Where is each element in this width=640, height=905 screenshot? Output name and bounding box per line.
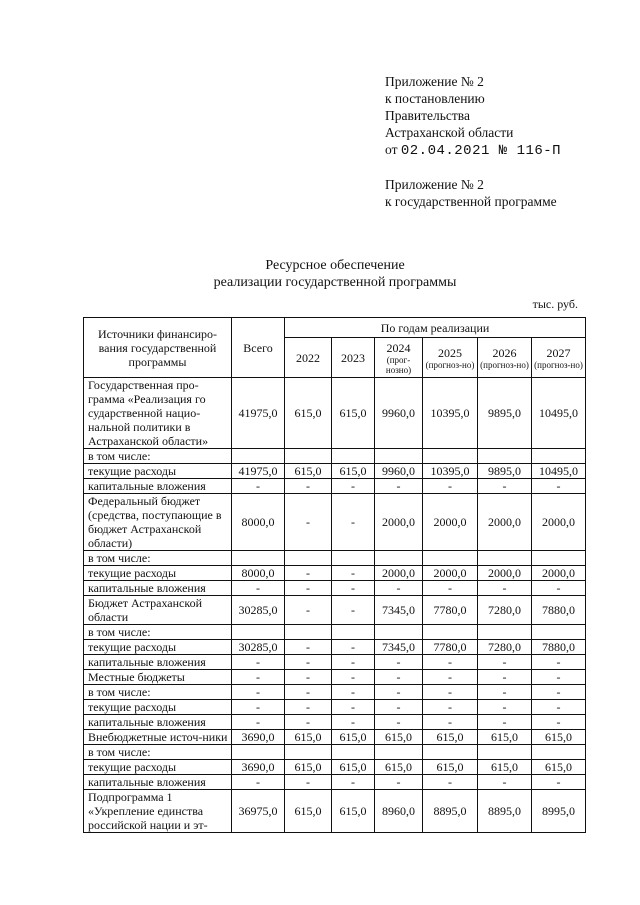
row-label: капитальные вложения	[84, 479, 232, 494]
row-year-cell: 615,0	[285, 760, 332, 775]
row-year-cell: 2000,0	[375, 494, 423, 551]
header-year-2	[375, 338, 423, 378]
row-year-cell	[478, 625, 532, 640]
row-total-cell	[232, 551, 285, 566]
header-year-label: 2023	[341, 350, 365, 365]
header-year-0	[285, 338, 332, 378]
header-total: Всего	[232, 318, 285, 378]
row-year-cell: -	[375, 479, 423, 494]
row-year-cell: -	[332, 685, 375, 700]
row-year-cell: -	[375, 700, 423, 715]
row-year-cell: 615,0	[478, 730, 532, 745]
row-year-cell: 8995,0	[532, 790, 586, 833]
row-year-cell: -	[375, 581, 423, 596]
row-total-cell: 8000,0	[232, 494, 285, 551]
row-total-cell: -	[232, 685, 285, 700]
row-year-cell: 615,0	[375, 760, 423, 775]
row-year-cell	[375, 625, 423, 640]
row-year-cell: 7280,0	[478, 596, 532, 625]
row-total-cell: 30285,0	[232, 640, 285, 655]
header-year-label: 2022	[296, 350, 320, 365]
row-year-cell: -	[532, 655, 586, 670]
row-year-cell: 8895,0	[478, 790, 532, 833]
row-year-cell: -	[285, 775, 332, 790]
row-year-cell: 615,0	[375, 730, 423, 745]
row-total-cell: -	[232, 479, 285, 494]
header-year-note: (прогноз-но)	[534, 359, 583, 370]
row-year-cell: 10395,0	[423, 378, 478, 449]
row-year-cell: -	[423, 715, 478, 730]
row-label: в том числе:	[84, 625, 232, 640]
row-year-cell: -	[375, 775, 423, 790]
row-year-cell: 2000,0	[532, 494, 586, 551]
units-label: тыс. руб.	[532, 297, 578, 311]
row-year-cell: 2000,0	[423, 566, 478, 581]
row-label: Государственная про-грамма «Реализация го сударственной нацио-нальной политики в Астраханской области»	[84, 378, 232, 449]
header-year-1	[332, 338, 375, 378]
row-year-cell: -	[332, 775, 375, 790]
row-label: в том числе:	[84, 551, 232, 566]
row-year-cell: -	[332, 596, 375, 625]
row-label: в том числе:	[84, 745, 232, 760]
row-year-cell: -	[478, 581, 532, 596]
header-year-label: 2024	[386, 340, 411, 355]
row-year-cell: -	[285, 670, 332, 685]
row-label: текущие расходы	[84, 464, 232, 479]
row-year-cell: -	[478, 775, 532, 790]
row-year-cell	[375, 745, 423, 760]
row-year-cell: 7780,0	[423, 596, 478, 625]
row-year-cell	[478, 449, 532, 464]
row-label: капитальные вложения	[84, 715, 232, 730]
row-year-cell	[423, 551, 478, 566]
row-year-cell: 8895,0	[423, 790, 478, 833]
row-year-cell: -	[532, 479, 586, 494]
row-year-cell: 615,0	[332, 464, 375, 479]
row-total-cell: -	[232, 581, 285, 596]
row-year-cell: 7880,0	[532, 596, 586, 625]
row-year-cell	[532, 449, 586, 464]
row-label: капитальные вложения	[84, 581, 232, 596]
row-total-cell: 41975,0	[232, 378, 285, 449]
table-row	[84, 566, 586, 581]
row-total-cell: 30285,0	[232, 596, 285, 625]
page-title	[0, 257, 640, 291]
annex-program-number: Приложение № 2	[385, 177, 484, 192]
header-year-label: 2027	[546, 345, 571, 360]
row-year-cell: -	[532, 581, 586, 596]
row-year-cell: 2000,0	[423, 494, 478, 551]
row-label: Бюджет Астраханской области	[84, 596, 232, 625]
row-total-cell: -	[232, 670, 285, 685]
table-row	[84, 640, 586, 655]
row-year-cell: -	[285, 655, 332, 670]
row-label: капитальные вложения	[84, 655, 232, 670]
row-year-cell: 2000,0	[478, 566, 532, 581]
row-year-cell: 615,0	[285, 378, 332, 449]
table-row	[84, 700, 586, 715]
row-year-cell: 9895,0	[478, 378, 532, 449]
row-year-cell: -	[532, 715, 586, 730]
row-year-cell: -	[332, 655, 375, 670]
row-year-cell: -	[478, 685, 532, 700]
row-year-cell: 615,0	[423, 760, 478, 775]
table-row	[84, 551, 586, 566]
row-year-cell: -	[423, 685, 478, 700]
row-label: Федеральный бюджет (средства, поступающие в бюджет Астраханской области)	[84, 494, 232, 551]
table-row	[84, 760, 586, 775]
row-year-cell: -	[285, 566, 332, 581]
row-year-cell: 615,0	[285, 730, 332, 745]
row-year-cell: -	[285, 479, 332, 494]
row-year-cell: -	[285, 494, 332, 551]
row-total-cell: 36975,0	[232, 790, 285, 833]
row-label: текущие расходы	[84, 700, 232, 715]
row-year-cell	[478, 551, 532, 566]
table-row	[84, 790, 586, 833]
row-year-cell: -	[332, 715, 375, 730]
row-year-cell: -	[285, 685, 332, 700]
row-year-cell	[532, 625, 586, 640]
row-year-cell: -	[332, 566, 375, 581]
row-year-cell: 7280,0	[478, 640, 532, 655]
table-row	[84, 581, 586, 596]
row-year-cell	[532, 551, 586, 566]
header-year-5	[532, 338, 586, 378]
row-year-cell: -	[375, 715, 423, 730]
row-label: капитальные вложения	[84, 775, 232, 790]
row-year-cell: -	[332, 670, 375, 685]
row-year-cell: -	[423, 479, 478, 494]
row-year-cell: -	[532, 670, 586, 685]
header-years-group: По годам реализации	[285, 318, 586, 338]
row-year-cell: 2000,0	[478, 494, 532, 551]
row-year-cell: 9960,0	[375, 378, 423, 449]
row-year-cell: -	[332, 581, 375, 596]
row-year-cell: -	[478, 715, 532, 730]
row-year-cell	[285, 551, 332, 566]
table-row	[84, 670, 586, 685]
header-year-note: (прог-нозно)	[385, 354, 412, 375]
row-year-cell: 615,0	[332, 730, 375, 745]
row-year-cell: 9895,0	[478, 464, 532, 479]
table-row	[84, 479, 586, 494]
row-year-cell	[285, 449, 332, 464]
annex-program-ref: к государственной программе	[385, 194, 557, 209]
date-prefix: от	[385, 142, 398, 157]
row-year-cell: 615,0	[532, 760, 586, 775]
row-year-cell: -	[423, 655, 478, 670]
header-source: Источники финансиро-вания государственной программы	[84, 318, 232, 378]
annex-ref-resolution: к постановлению	[385, 91, 485, 106]
row-year-cell: 615,0	[285, 790, 332, 833]
row-label: текущие расходы	[84, 566, 232, 581]
row-total-cell: -	[232, 775, 285, 790]
table-row	[84, 775, 586, 790]
row-year-cell: -	[532, 700, 586, 715]
header-year-note: (прогноз-но)	[480, 359, 529, 370]
row-total-cell: -	[232, 715, 285, 730]
row-year-cell: 10395,0	[423, 464, 478, 479]
row-total-cell	[232, 625, 285, 640]
header-year-label: 2026	[492, 345, 517, 360]
row-year-cell: 615,0	[332, 378, 375, 449]
row-year-cell	[332, 745, 375, 760]
row-year-cell: -	[423, 775, 478, 790]
row-year-cell: 7880,0	[532, 640, 586, 655]
annex-number: Приложение № 2	[385, 74, 484, 89]
row-year-cell: -	[285, 715, 332, 730]
row-year-cell: -	[375, 685, 423, 700]
row-total-cell: 3690,0	[232, 730, 285, 745]
row-year-cell	[285, 745, 332, 760]
row-year-cell	[285, 625, 332, 640]
row-total-cell: 41975,0	[232, 464, 285, 479]
row-year-cell: -	[285, 581, 332, 596]
table-body	[84, 378, 586, 833]
row-year-cell: 9960,0	[375, 464, 423, 479]
row-year-cell: -	[332, 479, 375, 494]
row-year-cell: -	[532, 775, 586, 790]
row-year-cell: 2000,0	[532, 566, 586, 581]
row-year-cell	[423, 745, 478, 760]
header-year-label: 2025	[438, 345, 462, 360]
table-row	[84, 596, 586, 625]
header-year-note: (прогноз-но)	[425, 359, 475, 370]
row-year-cell	[332, 449, 375, 464]
row-total-cell: 3690,0	[232, 760, 285, 775]
table-row	[84, 685, 586, 700]
row-year-cell: 10495,0	[532, 464, 586, 479]
row-label: текущие расходы	[84, 760, 232, 775]
row-year-cell: -	[285, 640, 332, 655]
row-label: текущие расходы	[84, 640, 232, 655]
row-year-cell: -	[423, 581, 478, 596]
row-year-cell	[478, 745, 532, 760]
row-year-cell: 7780,0	[423, 640, 478, 655]
resource-table	[83, 317, 586, 833]
row-year-cell	[375, 551, 423, 566]
row-label: Подпрограмма 1 «Укрепление единства российской нации и эт-	[84, 790, 232, 833]
row-year-cell	[423, 625, 478, 640]
row-year-cell	[332, 625, 375, 640]
row-year-cell: -	[478, 700, 532, 715]
table-row	[84, 464, 586, 479]
row-total-cell: 8000,0	[232, 566, 285, 581]
table-row	[84, 715, 586, 730]
row-year-cell: -	[478, 670, 532, 685]
row-year-cell: -	[423, 700, 478, 715]
row-year-cell: 2000,0	[375, 566, 423, 581]
row-year-cell: 615,0	[332, 760, 375, 775]
row-year-cell: -	[375, 655, 423, 670]
table-row	[84, 745, 586, 760]
row-total-cell: -	[232, 700, 285, 715]
row-label: Местные бюджеты	[84, 670, 232, 685]
annex-ref-region: Астраханской области	[385, 125, 514, 140]
row-year-cell: 615,0	[423, 730, 478, 745]
row-total-cell	[232, 745, 285, 760]
row-year-cell: -	[332, 700, 375, 715]
row-year-cell: 7345,0	[375, 596, 423, 625]
row-label: Внебюджетные источ-ники	[84, 730, 232, 745]
table-row	[84, 625, 586, 640]
row-year-cell: -	[532, 685, 586, 700]
title-line-1: Ресурсное обеспечение	[265, 258, 405, 273]
annex-to-resolution	[385, 73, 561, 160]
table-row	[84, 730, 586, 745]
row-year-cell: 615,0	[478, 760, 532, 775]
row-year-cell: -	[423, 670, 478, 685]
row-year-cell	[423, 449, 478, 464]
row-year-cell: -	[285, 700, 332, 715]
row-year-cell: -	[285, 596, 332, 625]
row-year-cell: 10495,0	[532, 378, 586, 449]
table-row	[84, 449, 586, 464]
table-row	[84, 378, 586, 449]
row-label: в том числе:	[84, 685, 232, 700]
table-row	[84, 494, 586, 551]
row-year-cell: 615,0	[332, 790, 375, 833]
row-year-cell: -	[332, 640, 375, 655]
row-year-cell: 8960,0	[375, 790, 423, 833]
header-year-4	[478, 338, 532, 378]
row-year-cell: -	[332, 494, 375, 551]
row-year-cell	[375, 449, 423, 464]
row-year-cell	[332, 551, 375, 566]
title-line-2: реализации государственной программы	[213, 275, 457, 290]
row-year-cell	[532, 745, 586, 760]
annex-date-line	[385, 141, 561, 160]
row-label: в том числе:	[84, 449, 232, 464]
annex-to-program	[385, 176, 557, 210]
table-row	[84, 655, 586, 670]
row-year-cell: -	[478, 655, 532, 670]
row-year-cell: -	[375, 670, 423, 685]
date-stamp: 02.04.2021 № 116-П	[400, 143, 562, 159]
header-year-3	[423, 338, 478, 378]
row-total-cell	[232, 449, 285, 464]
row-year-cell: 7345,0	[375, 640, 423, 655]
row-total-cell: -	[232, 655, 285, 670]
row-year-cell: 615,0	[285, 464, 332, 479]
row-year-cell: 615,0	[532, 730, 586, 745]
row-year-cell: -	[478, 479, 532, 494]
annex-ref-government: Правительства	[385, 108, 470, 123]
